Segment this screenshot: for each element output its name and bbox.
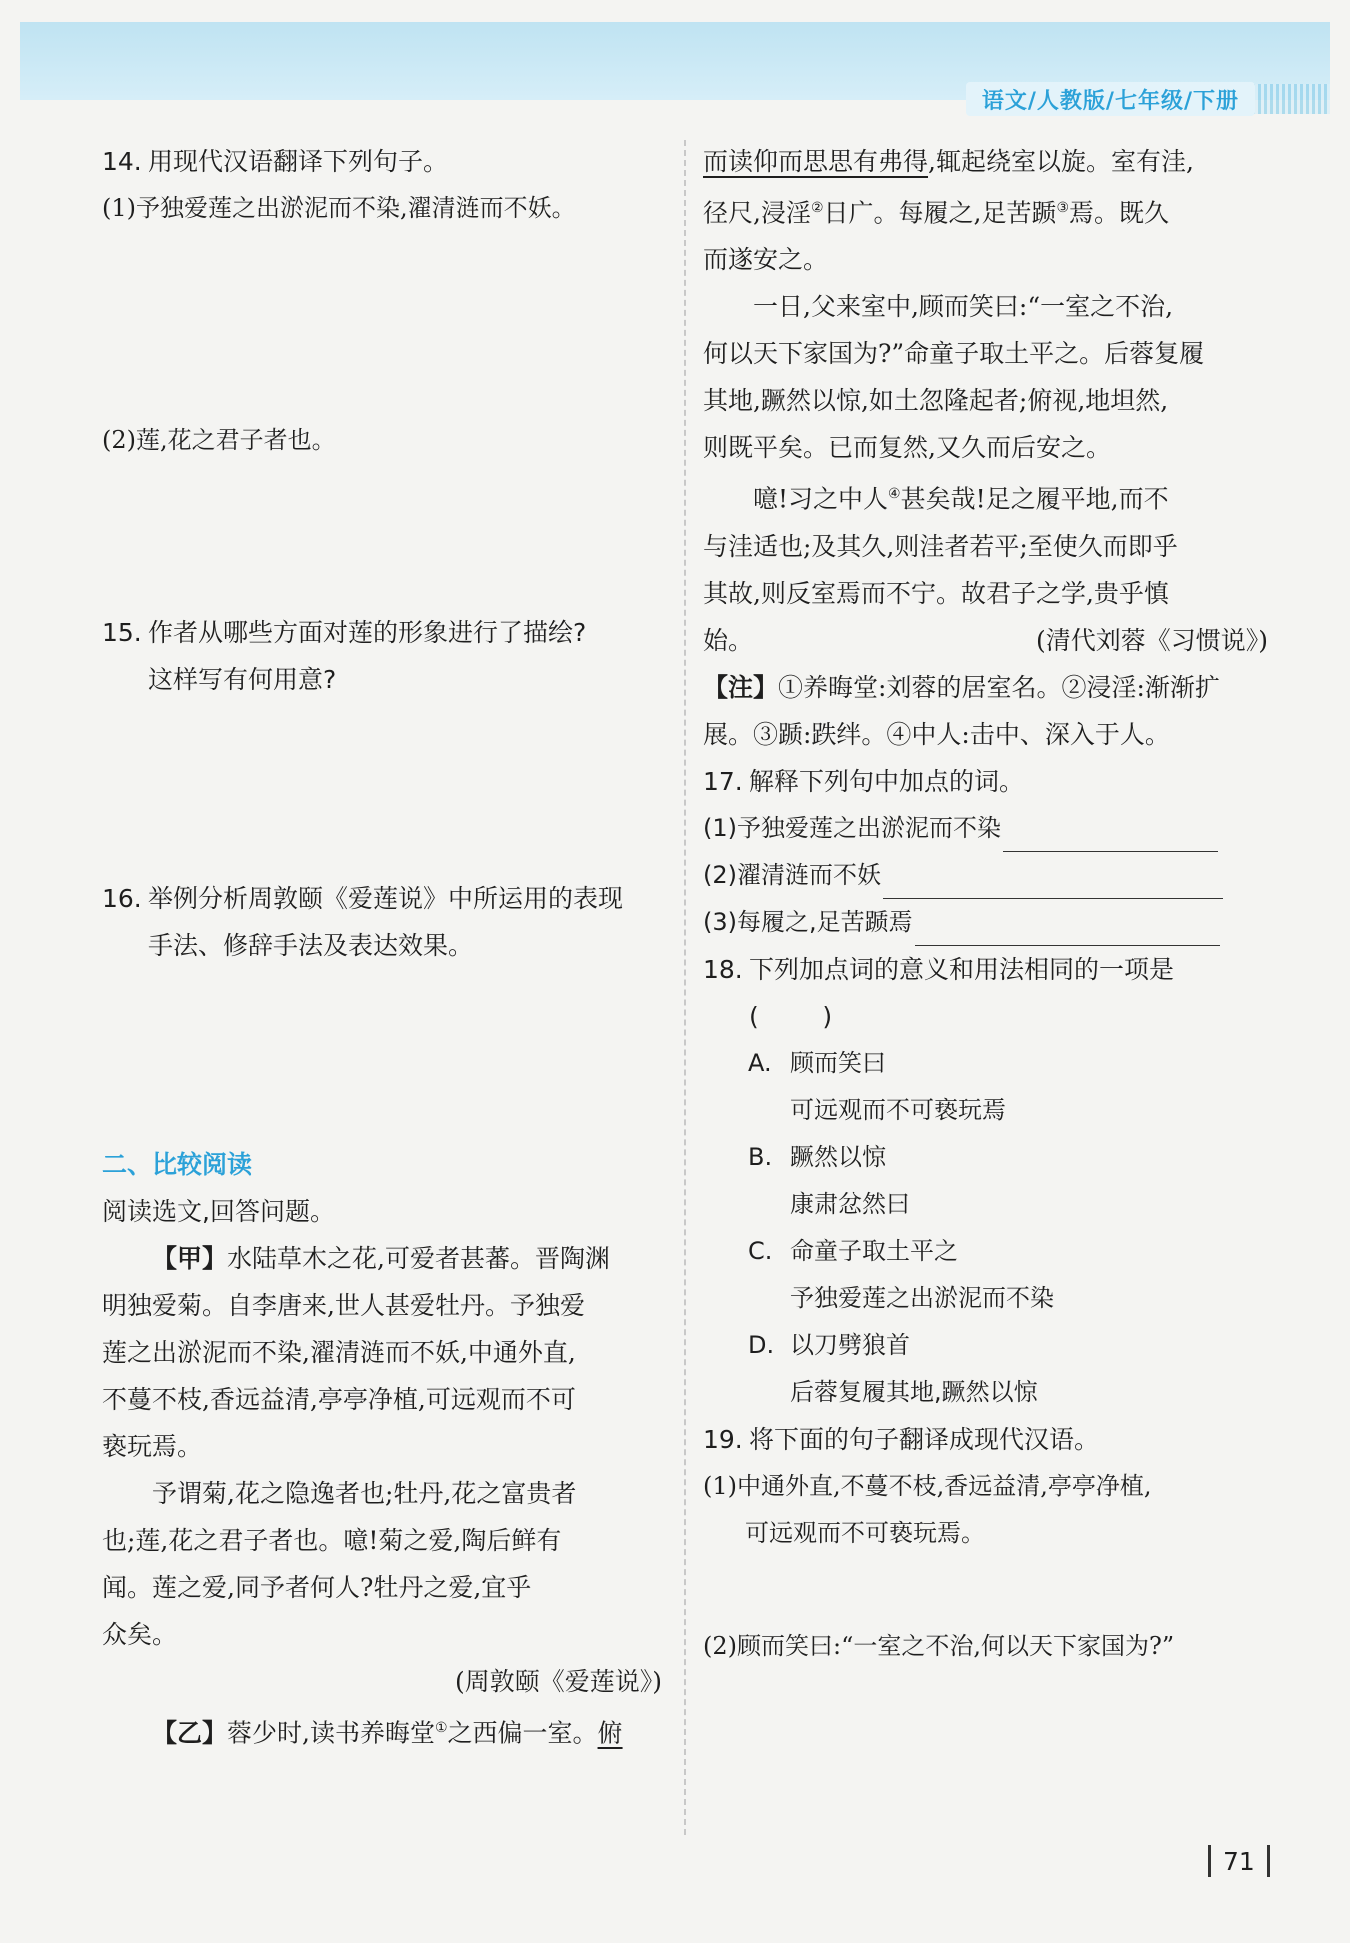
question-15 [102,609,662,703]
passage-yi-line: 其故,则反室焉而不宁。故君子之学,贵乎慎 [703,578,1169,608]
option-letter: C. [748,1236,773,1265]
option-text: 可远观而不可亵玩焉 [790,1095,1006,1124]
passage-yi-line: 一日,父来室中,顾而笑曰:“一室之不治, [753,292,1174,322]
underlined-text: 俯 [597,1718,623,1748]
passage-text: 蓉少时,读书养晦堂 [227,1718,435,1748]
passage-text: 甚矣哉!足之履平地,而不 [900,484,1169,514]
question-18 [703,946,1268,1040]
passage-yi-line: 与洼适也;及其久,则洼者若平;至使久而即乎 [703,531,1178,561]
sub-question-text: (2)濯清涟而不妖 [703,860,881,889]
answer-paren[interactable]: ( ) [749,1001,833,1031]
question-17-sub-2 [703,852,1268,899]
passage-text: ,辄起绕室以旋。室有洼, [928,147,1194,176]
answer-blank[interactable] [915,913,1220,946]
instruction: 阅读选文,回答问题。 [102,1197,335,1226]
question-19-sub-2: (2)顾而笑曰:“一室之不治,何以天下家国为?” [703,1631,1175,1660]
option-letter: A. [748,1048,772,1077]
passage-jia-line: 众矣。 [102,1620,178,1649]
question-text: 这样写有何用意? [148,665,337,694]
passage-source: (清代刘蓉《习惯说》) [1035,625,1268,655]
option-a[interactable] [703,1040,1268,1087]
question-number: 15. [102,618,142,647]
answer-blank[interactable] [883,866,1223,899]
passage-jia-line [102,1235,662,1282]
option-text: 康肃忿然曰 [790,1189,910,1218]
passage-tag: 【甲】 [152,1244,228,1273]
question-text: 用现代汉语翻译下列句子。 [148,147,449,176]
right-column [703,138,1268,1670]
passage-yi-line [703,617,1268,664]
question-number: 19. [703,1424,743,1454]
question-17-sub-1 [703,805,1268,852]
note-text: ①养晦堂:刘蓉的居室名。②浸淫:渐渐扩 [778,672,1220,702]
question-text: 下列加点词的意义和用法相同的一项是 [749,954,1175,984]
passage-text: 始。 [703,625,754,655]
footnote-mark: ④ [888,486,901,503]
passage-yi-line [703,185,1268,236]
notes [703,664,1268,711]
option-text: 以刀劈狼首 [790,1330,910,1359]
answer-space[interactable] [102,464,662,609]
question-number: 17. [703,766,743,796]
question-text: 手法、修辞手法及表达效果。 [148,931,474,960]
column-divider [684,140,686,1835]
question-14-sub-2: (2)莲,花之君子者也。 [102,426,336,454]
page-number-text: 71 [1223,1846,1255,1876]
question-text: 作者从哪些方面对莲的形象进行了描绘? [148,618,587,647]
question-number: 14. [102,147,142,176]
sub-question-text: (1)予独爱莲之出淤泥而不染 [703,813,1001,842]
question-14 [102,138,662,185]
passage-jia-line: 闻。莲之爱,同予者何人?牡丹之爱,宜乎 [102,1573,532,1602]
page-number [1196,1843,1282,1879]
passage-text: 水陆草木之花,可爱者甚蕃。晋陶渊 [227,1244,610,1273]
breadcrumb: 语文/人教版/七年级/下册 [981,88,1239,114]
question-19-sub-1: (1)中通外直,不蔓不枝,香远益清,亭亭净植, [703,1471,1152,1500]
passage-jia-line: 亵玩焉。 [102,1432,203,1461]
answer-space[interactable] [102,232,662,417]
header-label [966,82,1255,116]
passage-text: 噫!习之中人 [753,484,889,514]
passage-yi-line: 则既平矣。已而复然,又久而后安之。 [703,433,1111,463]
passage-yi-line: 其地,蹶然以惊,如土忽隆起者;俯视,地坦然, [703,386,1169,416]
answer-space[interactable] [102,703,662,875]
question-17-sub-3 [703,899,1268,946]
passage-jia-line: 也;莲,花之君子者也。噫!菊之爱,陶后鲜有 [102,1526,562,1555]
passage-text: 日广。每履之,足苦踬 [823,198,1057,228]
note-text: 展。③踬:跌绊。④中人:击中、深入于人。 [703,719,1170,749]
option-text: 予独爱莲之出淤泥而不染 [790,1283,1054,1312]
passage-source: (周敦颐《爱莲说》) [454,1667,662,1696]
question-text: 将下面的句子翻译成现代汉语。 [749,1424,1100,1454]
question-17 [703,758,1268,805]
question-number: 16. [102,884,142,913]
question-19 [703,1416,1268,1463]
passage-jia-line: 不蔓不枝,香远益清,亭亭净植,可远观而不可 [102,1385,576,1414]
passage-text: 焉。既久 [1069,198,1170,228]
answer-space[interactable] [703,1557,1268,1623]
option-letter: B. [748,1142,773,1171]
option-letter: D. [748,1330,775,1359]
page-number-bar [1267,1845,1270,1877]
option-c[interactable] [703,1228,1268,1275]
section-title: 二、比较阅读 [102,1150,253,1179]
option-text: 蹶然以惊 [790,1142,886,1171]
option-text: 后蓉复履其地,蹶然以惊 [790,1377,1038,1406]
footnote-mark: ① [434,1720,448,1736]
option-text: 命童子取土平之 [790,1236,958,1265]
question-number: 18. [703,954,743,984]
footnote-mark: ③ [1056,200,1070,216]
passage-yi-line [102,1705,662,1756]
passage-text: 之西偏一室。 [447,1718,598,1748]
option-text: 顾而笑曰 [790,1048,886,1077]
footnote-mark: ② [810,200,824,216]
passage-yi-line: 而遂安之。 [703,245,829,275]
question-16 [102,875,662,969]
passage-tag: 【乙】 [152,1718,228,1748]
note-tag: 【注】 [703,672,779,702]
page-number-bar [1208,1845,1211,1877]
passage-yi-line [703,471,1268,522]
passage-yi-line [703,138,1268,185]
sub-question-text: (3)每履之,足苦踬焉 [703,907,913,936]
question-14-sub-1: (1)予独爱莲之出淤泥而不染,濯清涟而不妖。 [102,194,576,222]
question-text: 解释下列句中加点的词。 [749,766,1025,796]
question-19-sub-1: 可远观而不可亵玩焉。 [745,1518,985,1547]
left-column [102,138,662,1756]
passage-yi-line: 何以天下家国为?”命童子取土平之。后蓉复履 [703,339,1205,369]
underlined-text: 而读仰而思思有弗得 [703,147,929,176]
passage-jia-line: 莲之出淤泥而不染,濯清涟而不妖,中通外直, [102,1338,576,1367]
answer-blank[interactable] [1003,819,1218,852]
passage-jia-line: 予谓菊,花之隐逸者也;牡丹,花之富贵者 [152,1479,577,1508]
answer-space[interactable] [102,969,662,1141]
passage-jia-line: 明独爱菊。自李唐来,世人甚爱牡丹。予独爱 [102,1291,585,1320]
option-b[interactable] [703,1134,1268,1181]
option-d[interactable] [703,1322,1268,1369]
passage-text: 径尺,浸淫 [703,198,811,228]
question-text: 举例分析周敦颐《爱莲说》中所运用的表现 [148,884,624,913]
